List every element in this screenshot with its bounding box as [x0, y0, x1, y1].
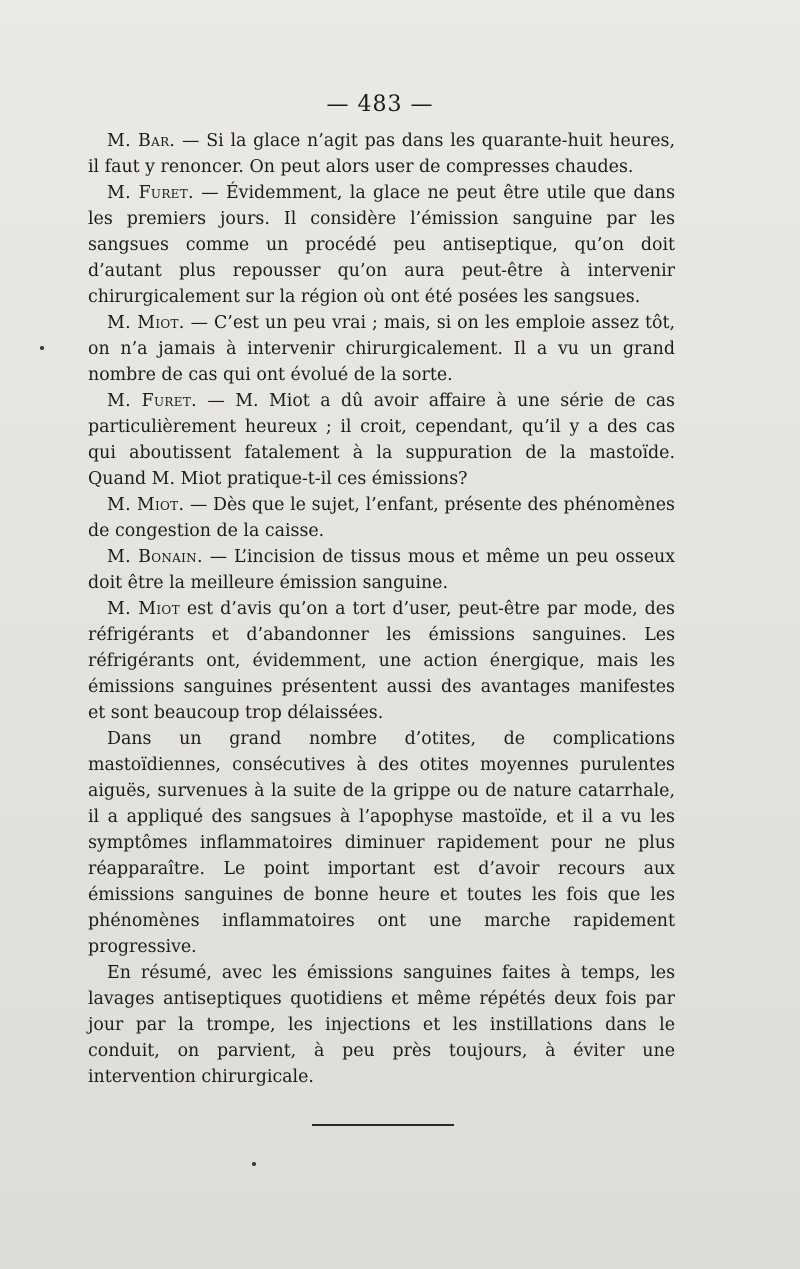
speaker-name: M. Miot	[107, 599, 180, 619]
speaker-name: M. Miot.	[107, 313, 185, 333]
paragraph-text: — Évidemment, la glace ne peut être utile que dans les premiers jours. Il considère l’émission sanguine par les sangsues comme un procédé peu antiseptique, qu’on doit d’autant plus repousser qu’on aura peut-être à intervenir chirurgicalement sur la région où ont été posées les sangsues.	[88, 183, 675, 307]
paragraph-resume	[88, 960, 675, 1090]
speaker-name: M. Bar.	[107, 131, 176, 151]
page-number: — 483 —	[326, 92, 434, 117]
paragraph-text: En résumé, avec les émissions sanguines faites à temps, les lavages antiseptiques quotidiens et même répétés deux fois par jour par la trompe, les injections et les instillations dans le conduit, on parvient, à peu près toujours, à éviter une intervention chirurgicale.	[88, 963, 675, 1087]
speaker-name: M. Bonain.	[107, 547, 203, 567]
section-end-rule	[312, 1124, 454, 1126]
paragraph-text: — M. Miot a dû avoir affaire à une série de cas particulièrement heureux ; il croit, cependant, qu’il y a des cas qui aboutissent fatalement à la suppuration de la mastoïde. Quand M. Miot pratique-t-il ces émissions?	[88, 391, 675, 489]
speaker-name: M. Furet.	[107, 391, 197, 411]
paragraph-miot-2	[88, 492, 675, 544]
paragraph-bar-1	[88, 128, 675, 180]
ink-speck	[252, 1162, 256, 1166]
paragraph-text: — L’incision de tissus mous et même un peu osseux doit être la meilleure émission sanguine.	[88, 547, 675, 593]
paragraph-text: — Si la glace n’agit pas dans les quarante-huit heures, il faut y renoncer. On peut alors user de compresses chaudes.	[88, 131, 675, 177]
paragraph-text: — C’est un peu vrai ; mais, si on les emploie assez tôt, on n’a jamais à intervenir chirurgicalement. Il a vu un grand nombre de cas qui ont évolué de la sorte.	[88, 313, 675, 385]
paragraph-miot-1	[88, 310, 675, 388]
paragraph-otites	[88, 726, 675, 960]
paragraph-furet-2	[88, 388, 675, 492]
ink-speck	[40, 346, 44, 350]
speaker-name: M. Furet.	[107, 183, 194, 203]
paragraph-text: — Dès que le sujet, l’enfant, présente des phénomènes de congestion de la caisse.	[88, 495, 675, 541]
paragraph-furet-1	[88, 180, 675, 310]
paragraph-miot-3	[88, 596, 675, 726]
paragraph-text: est d’avis qu’on a tort d’user, peut-être par mode, des réfrigérants et d’abandonner les émissions sanguines. Les réfrigérants ont, évidemment, une action énergique, mais les émissions sanguines présentent aussi des avantages manifestes et sont beaucoup trop délaissées.	[88, 599, 675, 723]
paragraph-bonain	[88, 544, 675, 596]
body-text	[88, 128, 675, 1090]
speaker-name: M. Miot.	[107, 495, 185, 515]
paragraph-text: Dans un grand nombre d’otites, de complications mastoïdiennes, consécutives à des otites moyennes purulentes aiguës, survenues à la suite de la grippe ou de nature catarrhale, il a appliqué des sangsues à l’apophyse mastoïde, et il a vu les symptômes inflammatoires diminuer rapidement pour ne plus réapparaître. Le point important est d’avoir recours aux émissions sanguines de bonne heure et toutes les fois que les phénomènes inflammatoires ont une marche rapidement progressive.	[88, 729, 675, 957]
